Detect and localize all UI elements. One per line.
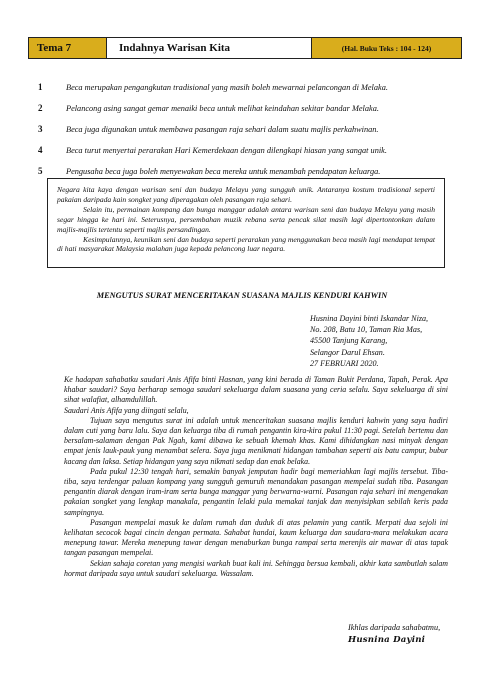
- address-line: 45500 Tanjung Karang,: [310, 336, 388, 346]
- signature: Husnina Dayini: [348, 635, 426, 645]
- sentence-number: 3: [38, 124, 43, 134]
- sentence-number: 1: [38, 82, 43, 92]
- sentence-number: 4: [38, 145, 43, 155]
- letter-paragraph-4: Sekian sahaja coretan yang mengisi warkah buat kali ini. Sehingga bersua kembali, akhir kata sambutlah salam hormat daripada saya untuk saudari sekeluarga. Wassalam.: [64, 558, 448, 578]
- letter-title: MENGUTUS SURAT MENCERITAKAN SUASANA MAJLIS KENDURI KAHWIN: [96, 291, 388, 300]
- sentence-item: [38, 166, 458, 177]
- essay-paragraph-3: Kesimpulannya, keunikan seni dan budaya seperti perarakan yang menggunakan beca masih lagi mendapat tempat di hati masyarakat Malaysia malahan juga kepada pelancong luar negara.: [57, 234, 435, 254]
- theme-header: [28, 37, 462, 59]
- closing-text: Ikhlas daripada sahabatmu,: [348, 623, 441, 632]
- theme-number: Tema 7: [29, 38, 107, 58]
- sentence-item: [38, 82, 458, 93]
- letter-paragraph-1: Tujuan saya mengutus surat ini adalah untuk menceritakan suasana majlis kenduri kahwin yang saya hadiri dalam cuti yang baru lalu. Saya dan keluarga tiba di rumah pengantin kira-kira pukul 11:30 pagi. Setelah bertemu dan bersalam-salaman dengan Pak Ngah, kami dibawa ke sebuah khemah khas. Kami dihidangkan nasi minyak dengan empat jenis lauk-pauk yang menambat selera. Saya juga menikmati hidangan tambahan seperti ais batu campur, bubur kacang dan laksa. Setiap hidangan yang saya nikmati sedap dan enak belaka.: [64, 415, 448, 466]
- essay-paragraph-1: Negara kita kaya dengan warisan seni dan budaya Melayu yang sungguh unik. Antaranya kostum tradisional seperti pakaian daripada kain songket yang diperagakan oleh pasangan raja sehari.: [57, 185, 435, 204]
- address-line: Selangor Darul Ehsan.: [310, 347, 385, 357]
- address-line: No. 208, Batu 10, Taman Ria Mas,: [310, 325, 423, 335]
- sentence-number: 5: [38, 166, 43, 176]
- sentence-number: 2: [38, 103, 43, 113]
- sentence-text: Pengusaha beca juga boleh menyewakan beca mereka untuk menambah pendapatan keluarga.: [66, 167, 381, 176]
- sentence-list: [38, 82, 458, 187]
- sentence-text: Beca turut menyertai perarakan Hari Kemerdekaan dengan dilengkapi hiasan yang sangat unik.: [66, 146, 387, 155]
- sentence-text: Beca merupakan pengangkutan tradisional yang masih boleh mewarnai pelancongan di Melaka.: [66, 83, 388, 92]
- letter-date: 27 FEBRUARI 2020.: [310, 358, 379, 368]
- letter-paragraph-3: Pasangan mempelai masuk ke dalam rumah dan duduk di atas pelamin yang cantik. Merpati dua sejoli ini kelihatan secocok bagai cincin dengan permata. Sahabat handai, kaum keluarga dan saudara-mara melakukan acara menepung tawar. Mereka menepung tawar dengan menaburkan bunga rampai serta merenjis air mawar di atas tapak tangan pasangan mempelai.: [64, 517, 448, 558]
- letter-closing: [348, 621, 440, 647]
- letter-body: [64, 375, 448, 579]
- essay-box: [47, 178, 445, 268]
- sentence-item: [38, 103, 458, 114]
- sentence-item: [38, 124, 458, 135]
- letter-salutation: Saudari Anis Afifa yang diingati selalu,: [64, 405, 189, 415]
- theme-title: Indahnya Warisan Kita: [107, 38, 312, 58]
- address-line: Husnina Dayini binti Iskandar Niza,: [310, 314, 429, 323]
- letter-paragraph-2: Pada pukul 12:30 tengah hari, semakin banyak jemputan hadir bagi memeriahkan lagi majlis tersebut. Tiba-tiba, saya terdengar paluan kompang yang sungguh gemuruh menandakan pasangan mempelai sudah tiba. Pasangan pengantin diarak dengan iram-iram serta bunga manggar yang berwarna-warni. Pasangan raja sehari ini mengenakan pakaian songket yang lengkap manakala, pengantin lelaki pula memakai tanjak dan menyisipkan sebilah keris pada sampingnya.: [64, 466, 448, 517]
- textbook-pages: (Hal. Buku Teks : 104 - 124): [312, 38, 461, 58]
- essay-paragraph-2: Selain itu, permainan kompang dan bunga manggar adalah antara warisan seni dan budaya Melayu yang masih segar hingga ke hari ini. Seterusnya, persembahan muzik rebana serta pencak silat masih lagi dipertontonkan dalam majlis-majlis tertentu seperti majlis persandingan.: [57, 204, 435, 234]
- sentence-text: Pelancong asing sangat gemar menaiki beca untuk melihat keindahan sekitar bandar Melaka.: [66, 104, 379, 113]
- sender-address: [310, 313, 428, 369]
- sentence-text: Beca juga digunakan untuk membawa pasangan raja sehari dalam suatu majlis perkahwinan.: [66, 125, 379, 134]
- sentence-item: [38, 145, 458, 156]
- letter-recipient: Ke hadapan sahabatku saudari Anis Afifa binti Hasnan, yang kini berada di Taman Bukit Perdana, Tapah, Perak. Apa khabar saudari? Saya berharap semoga saudari sekeluarga dalam suasana yang ceria selalu. Saya sekeluarga di sini sihat walafiat, alhamdulillah.: [64, 375, 448, 405]
